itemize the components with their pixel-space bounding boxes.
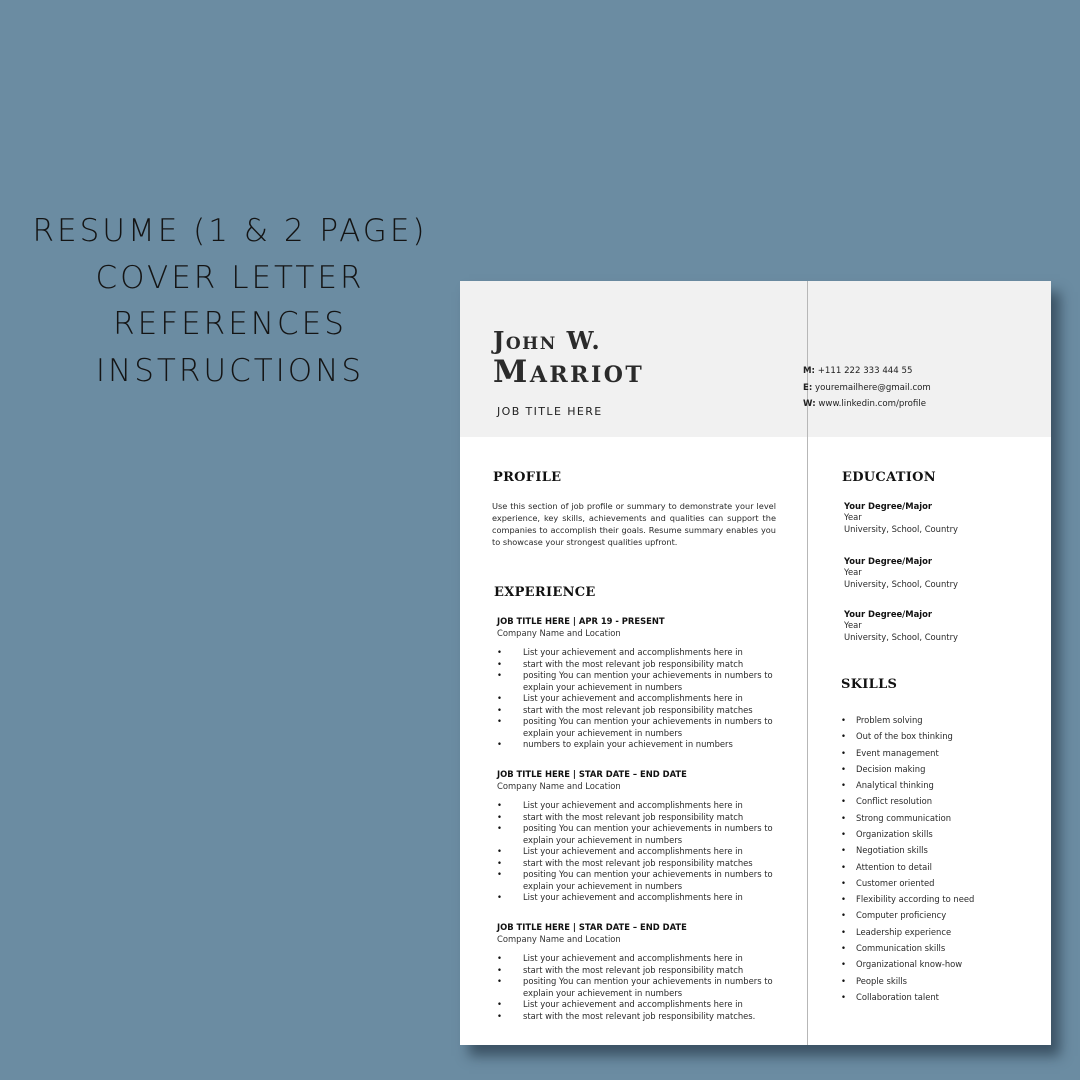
skill-item: • Collaboration talent <box>841 989 974 1005</box>
bullet-item: • start with the most relevant job responsibility match <box>497 812 797 824</box>
job-entry-title: JOB TITLE HERE | APR 19 - PRESENT <box>497 616 665 626</box>
skill-item: • People skills <box>841 973 974 989</box>
education-year: Year <box>844 512 862 523</box>
bullet-item: • positing You can mention your achievements in numbers to explain your achievement in numbers <box>497 976 797 999</box>
education-institution: University, School, Country <box>844 631 958 642</box>
profile-summary: Use this section of job profile or summary to demonstrate your level experience, key skills, achievements and qualities can support the companies to accomplish their goals. Resume summary enables you to showcase your strongest qualities upfront. <box>492 501 776 548</box>
skill-item: • Conflict resolution <box>841 793 974 809</box>
candidate-job-title: JOB TITLE HERE <box>497 405 603 418</box>
contact-web-row <box>803 396 931 413</box>
email-label: E: <box>803 382 813 393</box>
job-entry-bullets <box>497 800 797 904</box>
job-entry-bullets <box>497 953 797 1022</box>
skill-item: • Negotiation skills <box>841 842 974 858</box>
skill-item: • Event management <box>841 745 974 761</box>
bullet-item: • List your achievement and accomplishments here in <box>497 693 797 705</box>
job-entry <box>497 769 797 904</box>
job-entry-company: Company Name and Location <box>497 627 621 638</box>
job-entry-bullets <box>497 647 797 751</box>
education-year: Year <box>844 620 862 631</box>
bullet-item: • List your achievement and accomplishments here in <box>497 800 797 812</box>
skill-item: • Analytical thinking <box>841 777 974 793</box>
education-institution: University, School, Country <box>844 523 958 534</box>
contact-phone-row <box>803 363 931 380</box>
skill-item: • Strong communication <box>841 810 974 826</box>
education-entry <box>844 501 958 535</box>
candidate-name <box>493 326 645 390</box>
skill-item: • Leadership experience <box>841 924 974 940</box>
job-entry <box>497 616 797 751</box>
job-entry-company: Company Name and Location <box>497 933 621 944</box>
education-year: Year <box>844 567 862 578</box>
experience-heading: EXPERIENCE <box>494 585 596 600</box>
job-entry-company: Company Name and Location <box>497 780 621 791</box>
bullet-item: • start with the most relevant job responsibility matches <box>497 858 797 870</box>
skill-item: • Communication skills <box>841 940 974 956</box>
skill-item: • Customer oriented <box>841 875 974 891</box>
bullet-item: • List your achievement and accomplishments here in <box>497 892 797 904</box>
bullet-item: • start with the most relevant job responsibility matches. <box>497 1011 797 1023</box>
skill-item: • Attention to detail <box>841 859 974 875</box>
skills-heading: SKILLS <box>841 677 898 692</box>
skill-item: • Organizational know-how <box>841 956 974 972</box>
bullet-item: • List your achievement and accomplishments here in <box>497 846 797 858</box>
education-degree: Your Degree/Major <box>844 556 932 566</box>
skill-item: • Organization skills <box>841 826 974 842</box>
candidate-first-name: John W. <box>493 326 602 355</box>
bullet-item: • positing You can mention your achievements in numbers to explain your achievement in numbers <box>497 670 797 693</box>
skill-item: • Flexibility according to need <box>841 891 974 907</box>
education-heading: EDUCATION <box>842 470 936 485</box>
job-entry <box>497 922 797 1022</box>
phone-value: +111 222 333 444 55 <box>817 366 913 376</box>
job-entry-title: JOB TITLE HERE | STAR DATE – END DATE <box>497 922 687 932</box>
skill-item: • Out of the box thinking <box>841 728 974 744</box>
web-label: W: <box>803 399 816 409</box>
promo-line-cover-letter: COVER LETTER <box>95 259 365 296</box>
bullet-item: • positing You can mention your achievements in numbers to explain your achievement in numbers <box>497 869 797 892</box>
skills-list <box>841 712 974 1005</box>
promo-line-resume: RESUME (1 & 2 PAGE) <box>32 213 428 249</box>
education-entry <box>844 609 958 643</box>
bullet-item: • start with the most relevant job responsibility matches <box>497 705 797 717</box>
contact-block <box>803 363 931 413</box>
education-entry <box>844 556 958 590</box>
bullet-item: • List your achievement and accomplishments here in <box>497 999 797 1011</box>
bullet-item: • positing You can mention your achievements in numbers to explain your achievement in numbers <box>497 716 797 739</box>
phone-label: M: <box>803 366 815 376</box>
profile-heading: PROFILE <box>493 470 562 485</box>
job-entry-title: JOB TITLE HERE | STAR DATE – END DATE <box>497 769 687 779</box>
contact-email-row <box>803 380 931 397</box>
bullet-item: • start with the most relevant job responsibility match <box>497 965 797 977</box>
bullet-item: • start with the most relevant job responsibility match <box>497 659 797 671</box>
skill-item: • Decision making <box>841 761 974 777</box>
skill-item: • Computer proficiency <box>841 907 974 923</box>
education-degree: Your Degree/Major <box>844 609 932 619</box>
bullet-item: • positing You can mention your achievements in numbers to explain your achievement in numbers <box>497 823 797 846</box>
resume-page <box>460 281 1051 1045</box>
skill-item: • Problem solving <box>841 712 974 728</box>
education-degree: Your Degree/Major <box>844 501 932 511</box>
email-value: youremailhere@gmail.com <box>815 382 931 393</box>
promo-line-references: REFERENCES <box>113 306 347 342</box>
education-institution: University, School, Country <box>844 578 958 589</box>
promo-line-instructions: INSTRUCTIONS <box>95 352 365 389</box>
candidate-last-name: Marriot <box>493 354 645 390</box>
bullet-item: • numbers to explain your achievement in numbers <box>497 739 797 751</box>
web-value: www.linkedin.com/profile <box>818 399 927 409</box>
product-contents-list <box>20 208 440 394</box>
bullet-item: • List your achievement and accomplishments here in <box>497 953 797 965</box>
bullet-item: • List your achievement and accomplishments here in <box>497 647 797 659</box>
